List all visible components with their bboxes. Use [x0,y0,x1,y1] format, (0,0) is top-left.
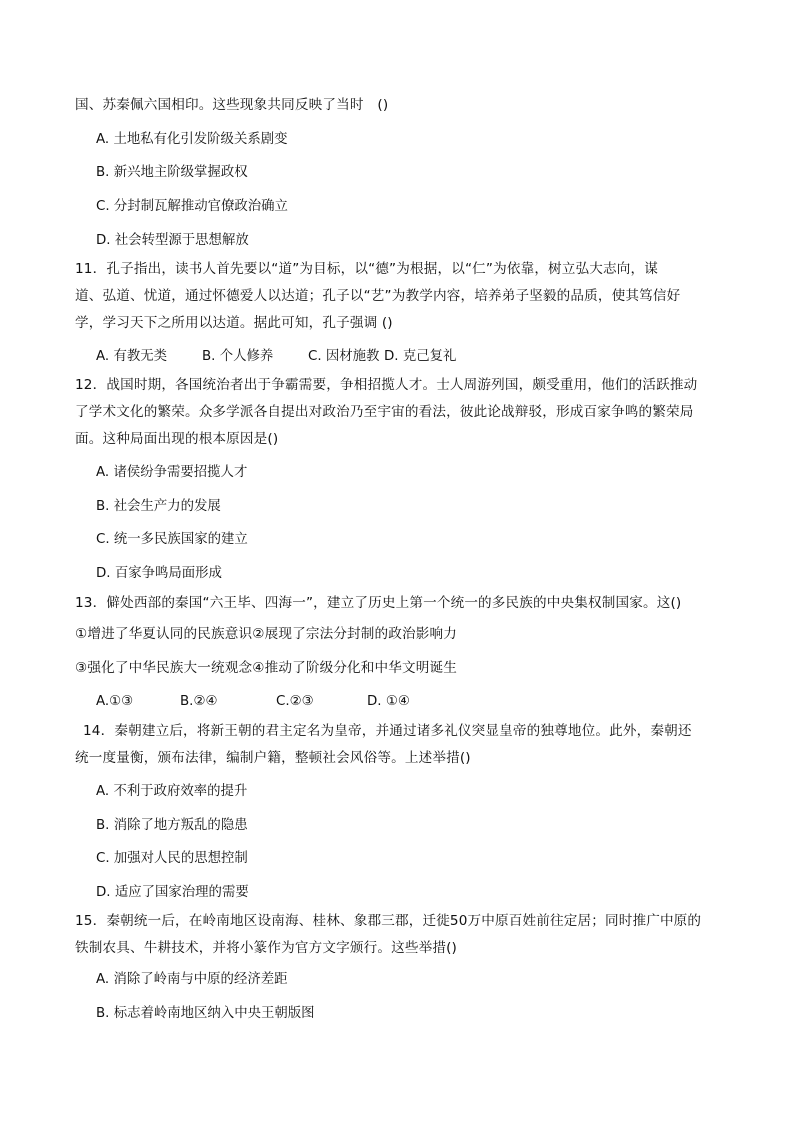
q10-option-b: B. 新兴地主阶级掌握政权 [96,165,248,180]
question-13-statements-2: ③强化了中华民族大一统观念④推动了阶级分化和中华文明诞生 [75,660,458,676]
q10-option-a: A. 土地私有化引发阶级关系剧变 [96,132,288,147]
question-11-line-1: 11．孔子指出，读书人首先要以“道”为目标，以“德”为根据，以“仁”为依靠，树立弘大志向，谋 [75,261,659,277]
q12-option-a: A. 诸侯纷争需要招揽人才 [96,465,248,480]
question-10-continuation: 国、苏秦佩六国相印。这些现象共同反映了当时 () [75,97,389,113]
q13-option-a: A.①③ [96,694,134,709]
question-14-line-1: 14．秦朝建立后，将新王朝的君主定名为皇帝，并通过诸多礼仪突显皇帝的独尊地位。此外，秦朝还 [83,723,692,739]
q13-option-d: D. ①④ [367,694,410,709]
q13-option-b: B.②④ [180,694,218,709]
q12-option-d: D. 百家争鸣局面形成 [96,566,222,581]
q15-option-a: A. 消除了岭南与中原的经济差距 [96,972,288,987]
q12-option-c: C. 统一多民族国家的建立 [96,532,248,547]
q14-option-c: C. 加强对人民的思想控制 [96,851,248,866]
q15-option-b: B. 标志着岭南地区纳入中央王朝版图 [96,1006,315,1021]
q10-option-d: D. 社会转型源于思想解放 [96,233,249,248]
question-12-line-3: 面。这种局面出现的根本原因是() [75,431,279,447]
question-11-line-3: 学，学习天下之所用以达道。据此可知，孔子强调 () [75,315,393,331]
question-13-statements-1: ①增进了华夏认同的民族意识②展现了宗法分封制的政治影响力 [75,626,458,642]
question-14-line-2: 统一度量衡，颁布法律，编制户籍，整顿社会风俗等。上述举措() [75,750,471,766]
question-13-line-1: 13．僻处西部的秦国“六王毕、四海一”，建立了历史上第一个统一的多民族的中央集权制国家。这() [75,595,682,611]
q10-option-c: C. 分封制瓦解推动官僚政治确立 [96,199,288,214]
question-11-line-2: 道、弘道、忧道，通过怀德爱人以达道；孔子以“艺”为教学内容，培养弟子坚毅的品质，使其笃信好 [75,288,681,304]
question-13-options [96,692,456,712]
q14-option-d: D. 适应了国家治理的需要 [96,885,249,900]
q12-option-b: B. 社会生产力的发展 [96,499,221,514]
question-12-line-2: 了学术文化的繁荣。众多学派各自提出对政治乃至宇宙的看法，彼此论战辩驳，形成百家争鸣的繁荣局 [75,404,694,420]
question-12-line-1: 12．战国时期，各国统治者出于争霸需要，争相招揽人才。士人周游列国，颇受重用，他们的活跃推动 [75,377,698,393]
q11-option-c: C. 因材施教 [308,349,380,364]
question-15-line-1: 15．秦朝统一后，在岭南地区设南海、桂林、象郡三郡，迁徙50万中原百姓前往定居；同时推广中原的 [75,913,702,929]
q13-option-c: C.②③ [276,694,314,709]
question-15-line-2: 铁制农具、牛耕技术，并将小篆作为官方文字颁行。这些举措() [75,940,457,956]
q14-option-a: A. 不利于政府效率的提升 [96,784,248,799]
q14-option-b: B. 消除了地方叛乱的隐患 [96,818,248,833]
q11-option-b: B. 个人修养 [202,349,274,364]
q11-option-d: D. 克己复礼 [384,349,457,364]
q11-option-a: A. 有教无类 [96,349,167,364]
question-11-options [96,347,516,367]
